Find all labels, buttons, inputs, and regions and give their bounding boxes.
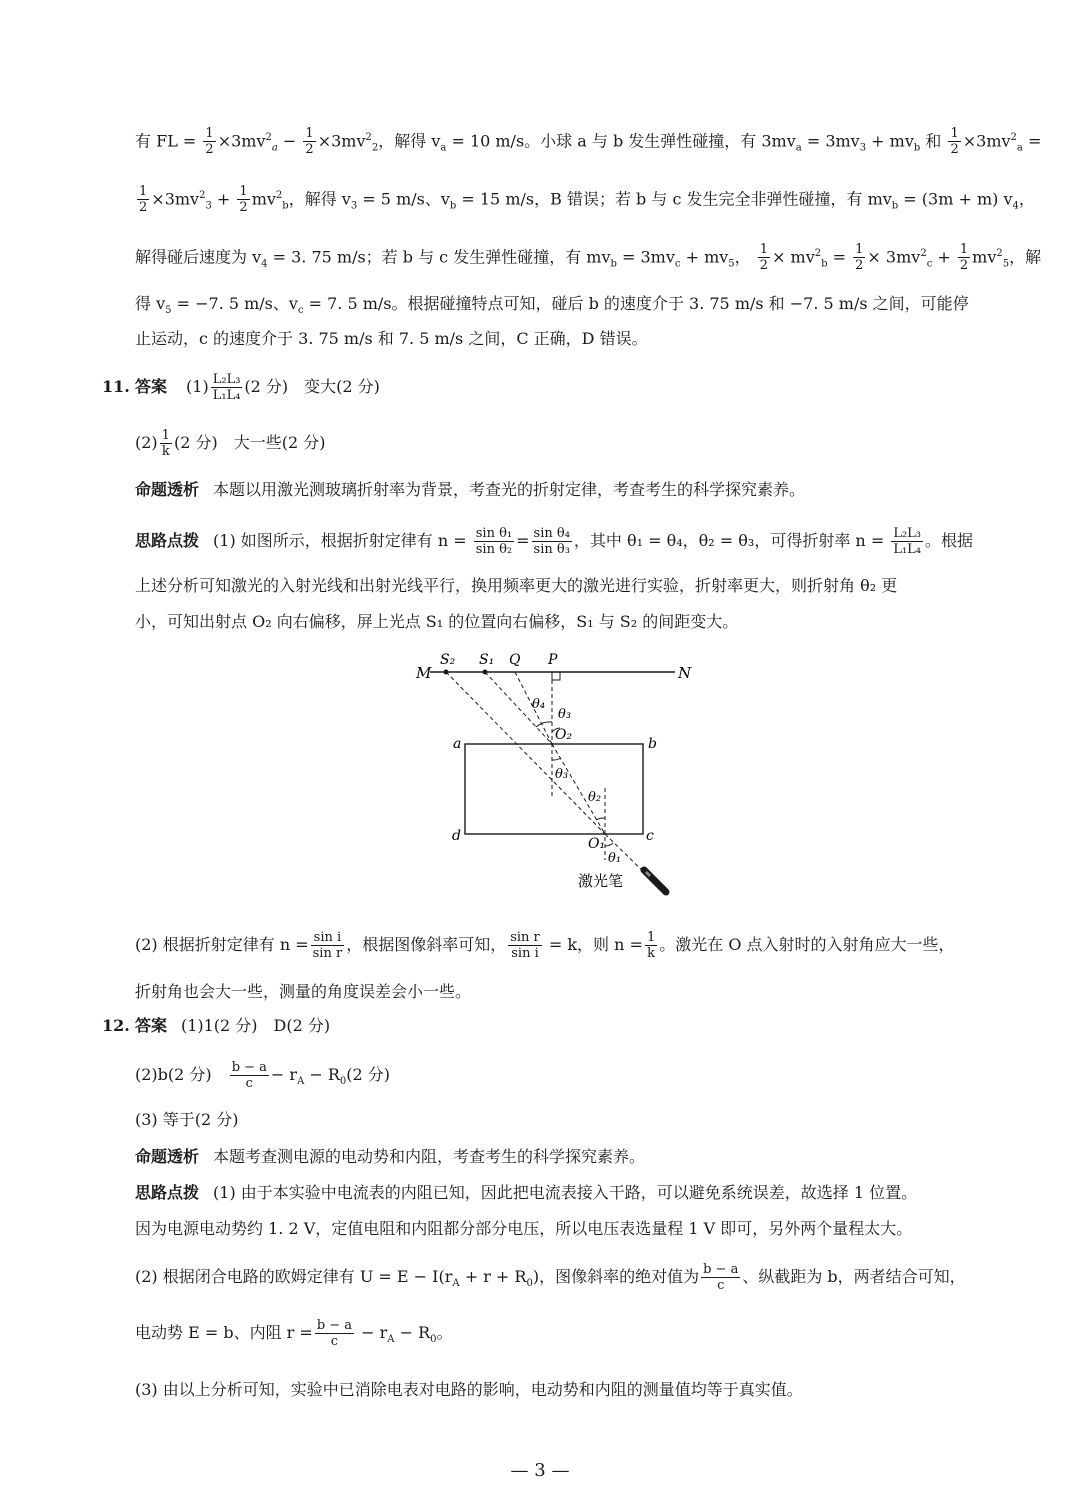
q10-line-4: 得 $v_5 = -7$. 5 m/s、$v_c = 7$. 5 m/s。根据碰撞特点可知，碰后 b 的速度介于 3. 75 m/s 和 −7. 5 m/s 之间，可能停 <box>135 294 969 317</box>
q11-answer-2: (2) $\frac{1}{k}$ (2 分) 大一些(2 分) <box>135 428 326 459</box>
label-b: b <box>648 736 657 752</box>
label-theta4: θ₄ <box>532 697 546 712</box>
q11-part2-line-1: (2) 根据折射定律有 n = $\frac{\text{sin i}}{\text{sin r}}$ ，根据图像斜率可知， $\frac{\text{sin r}}{\text{sin i}}$ = k，则 n = $\frac{1}{k}$ 。激光在 O 点入射时的入射角应大一些， <box>135 930 955 961</box>
q11-hint-1: 思路点拨 (1) 如图所示，根据折射定律有 n = $\frac{\text{sin θ₁}}{\text{sin θ₂}}$ = $\frac{\text{sin θ₄}}{\text{sin θ₃}}$ ，其中 θ₁ = θ₄，θ₂ = θ₃，可得折射率 n = $\frac{\text{L₂L₃}}{\text{L₁L₄}}$ 。根据 <box>135 526 974 557</box>
q12-part2-line-2: 电动势 E = b、内阻 r = $\frac{b - a}{c}$ − $r_A - R_0$。 <box>135 1318 453 1349</box>
q12-answer-3: (3) 等于(2 分) <box>135 1110 239 1129</box>
q10-line-5: 止运动，c 的速度介于 3. 75 m/s 和 7. 5 m/s 之间，C 正确，D 错误。 <box>135 329 648 348</box>
q11-hint-3: 小，可知出射点 O₂ 向右偏移，屏上光点 S₁ 的位置向右偏移，S₁ 与 S₂ 的间距变大。 <box>135 612 739 631</box>
analysis-label: 命题透析 <box>135 480 200 499</box>
page-number: — 3 — <box>510 1460 570 1481</box>
question-number: 12. <box>102 1016 130 1035</box>
q12-part2-line-1: (2) 根据闭合电路的欧姆定律有 $U = E - I(r_A + r + R_0)$，图像斜率的绝对值为 $\frac{b - a}{c}$ 、纵截距为 b，两者结合可知， <box>135 1262 966 1293</box>
label-S2: S₂ <box>440 652 456 668</box>
hint-label: 思路点拨 <box>135 1183 200 1202</box>
label-theta2: θ₂ <box>588 790 602 805</box>
glass-block <box>465 744 643 834</box>
q10-line-1: 有 FL = $\frac{1}{2}$ $\times 3mv^2_a$ − $\frac{1}{2}$ $\times 3mv^2_2$，解得 $v_a = 10$ m/s。小球 a 与 b 发生弹性碰撞，有 $3mv_a = 3mv_3 + mv_b$ 和 $\frac{1}{2}$ $\times 3mv^2_a$ = <box>135 126 1042 158</box>
label-M: M <box>416 664 432 682</box>
q12-part3: (3) 由以上分析可知，实验中已消除电表对电路的影响，电动势和内阻的测量值均等于真实值。 <box>135 1380 803 1399</box>
q12-answer-2: (2)b(2 分) $\frac{b - a}{c}$ − $r_A - R_0(2$ 分) <box>135 1060 391 1091</box>
q10-line-3: 解得碰后速度为 $v_4 = 3$. 75 m/s；若 b 与 c 发生弹性碰撞，有 $mv_b = 3mv_c + mv_5$， $\frac{1}{2}$ × $mv^2_b$ = $\frac{1}{2}$ × $3mv^2_c$ + $\frac{1}{2}$ $mv^2_5$，解 <box>135 242 1042 274</box>
answer-label: 答案 <box>134 377 167 396</box>
q11-analysis: 命题透析 本题以用激光测玻璃折射率为背景，考查光的折射定律，考查考生的科学探究素养。 <box>135 480 806 499</box>
q12-hint-1: 思路点拨 (1) 由于本实验中电流表的内阻已知，因此把电流表接入干路，可以避免系统误差，故选择 1 位置。 <box>135 1183 918 1202</box>
q11-answer: 11. 答案 (1) $\frac{\text{L₂L₃}}{\text{L₁L₄}}$ (2 分) 变大(2 分) <box>102 372 380 403</box>
analysis-label: 命题透析 <box>135 1147 200 1166</box>
label-a: a <box>453 736 462 752</box>
q12-hint-2: 因为电源电动势约 1. 2 V，定值电阻和内阻都分部分电压，所以电压表选量程 1 V 即可，另外两个量程太大。 <box>135 1219 913 1238</box>
question-number: 11. <box>102 377 130 396</box>
label-O2: O₂ <box>555 727 573 743</box>
label-d: d <box>452 828 461 844</box>
label-theta1: θ₁ <box>608 851 622 866</box>
label-O1: O₁ <box>588 836 606 852</box>
hint-label: 思路点拨 <box>135 531 200 550</box>
q12-analysis: 命题透析 本题考查测电源的电动势和内阻，考查考生的科学探究素养。 <box>135 1147 646 1166</box>
q11-part2-line-2: 折射角也会大一些，测量的角度误差会小一些。 <box>135 982 472 1001</box>
label-laser-pen: 激光笔 <box>578 872 624 890</box>
q12-answer: 12. 答案 (1)1(2 分) D(2 分) <box>102 1016 331 1035</box>
label-theta3-top: θ₃ <box>558 707 572 722</box>
q10-line-2: $\frac{1}{2}$ $\times 3mv^2_3$ + $\frac{1}{2}$ $mv^2_b$，解得 $v_3 = 5$ m/s、$v_b = 15$ m/s，B 错误；若 b 与 c 发生完全非弹性碰撞，有 $mv_b = (3m + m)$ $v_4$， <box>139 184 1035 216</box>
refraction-diagram <box>400 648 700 898</box>
label-theta3-mid: θ₃ <box>555 767 569 782</box>
q11-hint-2: 上述分析可知激光的入射光线和出射光线平行，换用频率更大的激光进行实验，折射率更大，则折射角 θ₂ 更 <box>135 576 898 595</box>
label-c: c <box>646 828 654 844</box>
label-N: N <box>678 664 692 682</box>
label-S1: S₁ <box>479 652 495 668</box>
label-P: P <box>548 652 558 668</box>
label-Q: Q <box>509 652 521 668</box>
answer-label: 答案 <box>134 1016 167 1035</box>
